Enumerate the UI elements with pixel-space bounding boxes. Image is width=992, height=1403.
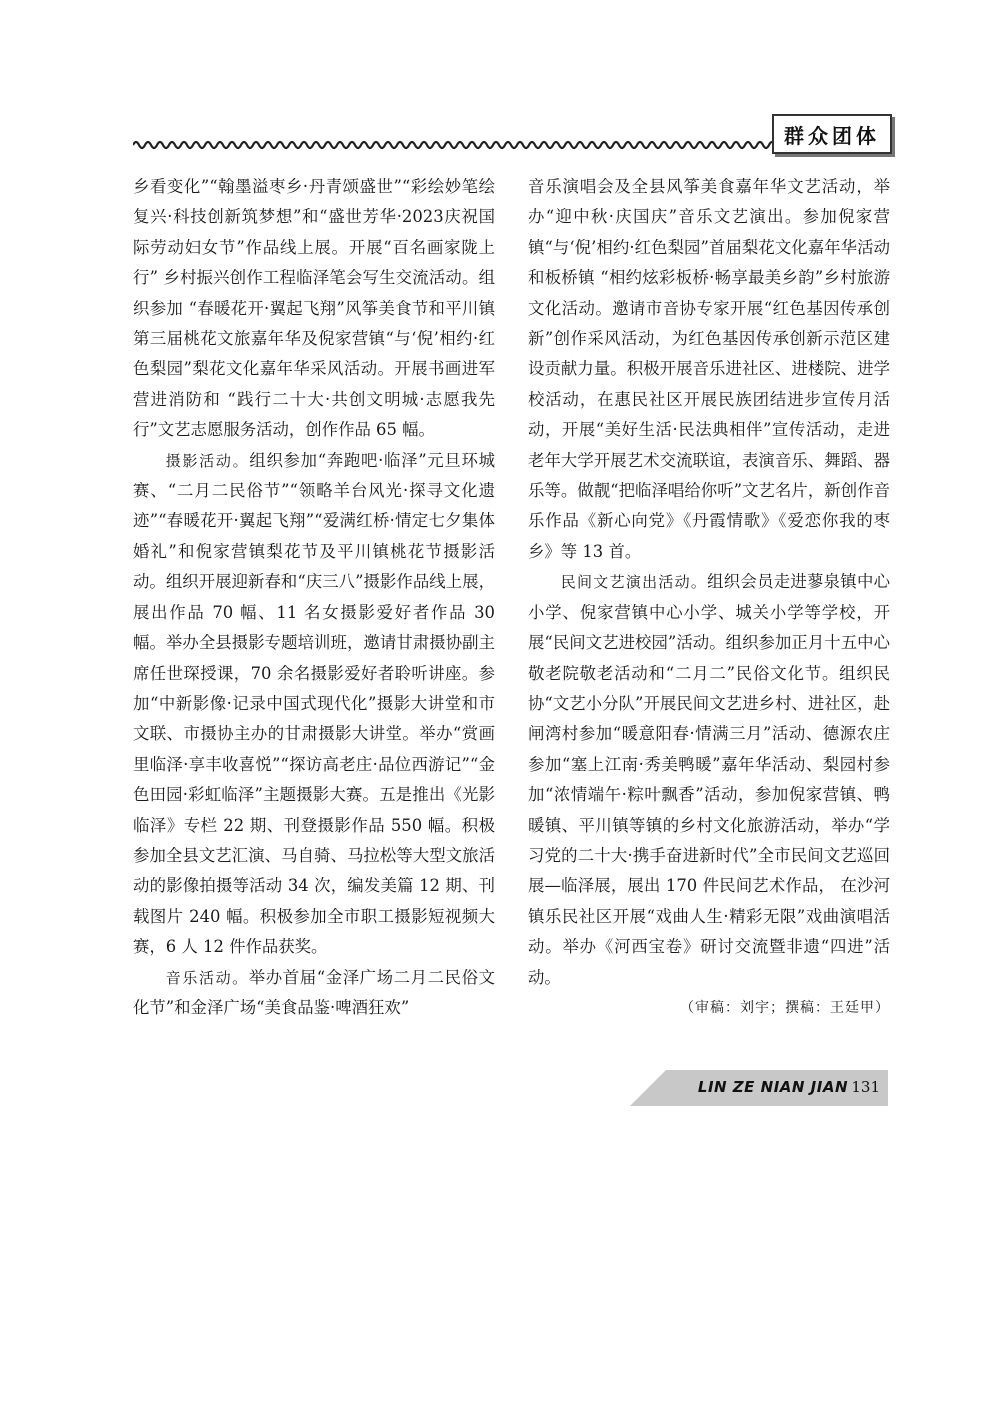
left-paragraph-3 [133, 963, 495, 1024]
folk-art-text: 组织会员走进蓼泉镇中心小学、倪家营镇中心小学、城关小学等学校，开展“民间文艺进校园”活动。组织参加正月十五中心敬老院敬老活动和“二月二”民俗文化节。组织民协“文艺小分队”开展民间文艺进乡村、进社区，赴闸湾村参加“暖意阳春·情满三月”活动、德源农庄参加“塞上江南·秀美鸭暖”嘉年华活动、梨园村参加“浓情端午·粽叶飘香”活动，参加倪家营镇、鸭暖镇、平川镇等镇的乡村文化旅游活动，举办“学习党的二十大·携手奋进新时代”全市民间文艺巡回展—临泽展，展出 170 件民间艺术作品， 在沙河镇乐民社区开展“戏曲人生·精彩无限”戏曲演唱活动。举办《河西宝卷》研讨交流暨非遗“四进”活动。 [528, 572, 890, 987]
header-wave-divider [133, 138, 773, 152]
credit-line: （审稿：刘宇；撰稿：王廷甲） [680, 999, 890, 1016]
photography-heading: 摄影活动。 [165, 451, 250, 470]
right-paragraph-1: 音乐演唱会及全县风筝美食嘉年华文艺活动，举办“迎中秋·庆国庆”音乐文艺演出。参加倪家营镇“与‘倪’相约·红色梨园”首届梨花文化嘉年华活动和板桥镇 “相约炫彩板桥·畅享最美乡韵”乡村旅游文化活动。邀请市音协专家开展“红色基因传承创新”创作采风活动，为红色基因传承创新示范区建设贡献力量。积极开展音乐进社区、进楼院、进学校活动，在惠民社区开展民族团结进步宣传月活动，开展“美好生活·民法典相伴”宣传活动，走进老年大学开展艺术交流联谊，表演音乐、舞蹈、器乐等。做靓“把临泽唱给你听”文艺名片，新创作音乐作品《新心向党》《丹霞情歌》《爱恋你我的枣乡》等 13 首。 [528, 177, 890, 561]
journal-title: LIN ZE NIAN JIAN [697, 1078, 848, 1096]
folk-art-heading: 民间文艺演出活动。 [560, 573, 708, 592]
footer-band [630, 1070, 888, 1106]
left-paragraph-1: 乡看变化”“翰墨溢枣乡·丹青颂盛世”“彩绘妙笔绘复兴·科技创新筑梦想”和“盛世芳华·2023庆祝国际劳动妇女节”作品线上展。开展“百名画家陇上行” 乡村振兴创作工程临泽笔会写生交流活动。组织参加 “春暖花开·翼起飞翔”风筝美食节和平川镇第三届桃花文旅嘉年华及倪家营镇“与‘倪’相约·红色梨园”梨花文化嘉年华采风活动。开展书画进军营进消防和 “践行二十大·共创文明城·志愿我先行”文艺志愿服务活动，创作作品 65 幅。 [133, 177, 495, 440]
music-text: 举办首届“金泽广场二月二民俗文化节”和金泽广场“美食品鉴·啤酒狂欢” [133, 967, 495, 1017]
right-column [528, 172, 890, 1023]
photography-text: 组织参加“奔跑吧·临泽”元旦环城赛、“二月二民俗节”“领略羊台风光·探寻文化遗迹”“春暖花开·翼起飞翔”“爱满红桥·情定七夕集体婚礼”和倪家营镇梨花节及平川镇桃花节摄影活动。组织开展迎新春和“庆三八”摄影作品线上展，展出作品 70 幅、11 名女摄影爱好者作品 30 幅。举办全县摄影专题培训班，邀请甘肃摄协副主席任世琛授课，70 余名摄影爱好者聆听讲座。参加“中新影像·记录中国式现代化”摄影大讲堂和市文联、市摄协主办的甘肃摄影大讲堂。举办“赏画里临泽·享丰收喜悦”“探访高老庄·品位西游记”“金色田园·彩虹临泽”主题摄影大赛。五是推出《光影临泽》专栏 22 期、刊登摄影作品 550 幅。积极参加全县文艺汇演、马自骑、马拉松等大型文旅活动的影像拍摄等活动 34 次，编发美篇 12 期、刊载图片 240 幅。积极参加全市职工摄影短视频大赛，6 人 12 件作品获奖。 [133, 450, 495, 957]
section-title-tab [772, 114, 892, 154]
right-paragraph-2 [528, 567, 890, 993]
left-paragraph-2 [133, 446, 495, 963]
section-title: 群众团体 [784, 123, 880, 148]
music-heading: 音乐活动。 [165, 968, 249, 987]
page-number: 131 [851, 1078, 880, 1096]
left-column [133, 172, 495, 1023]
